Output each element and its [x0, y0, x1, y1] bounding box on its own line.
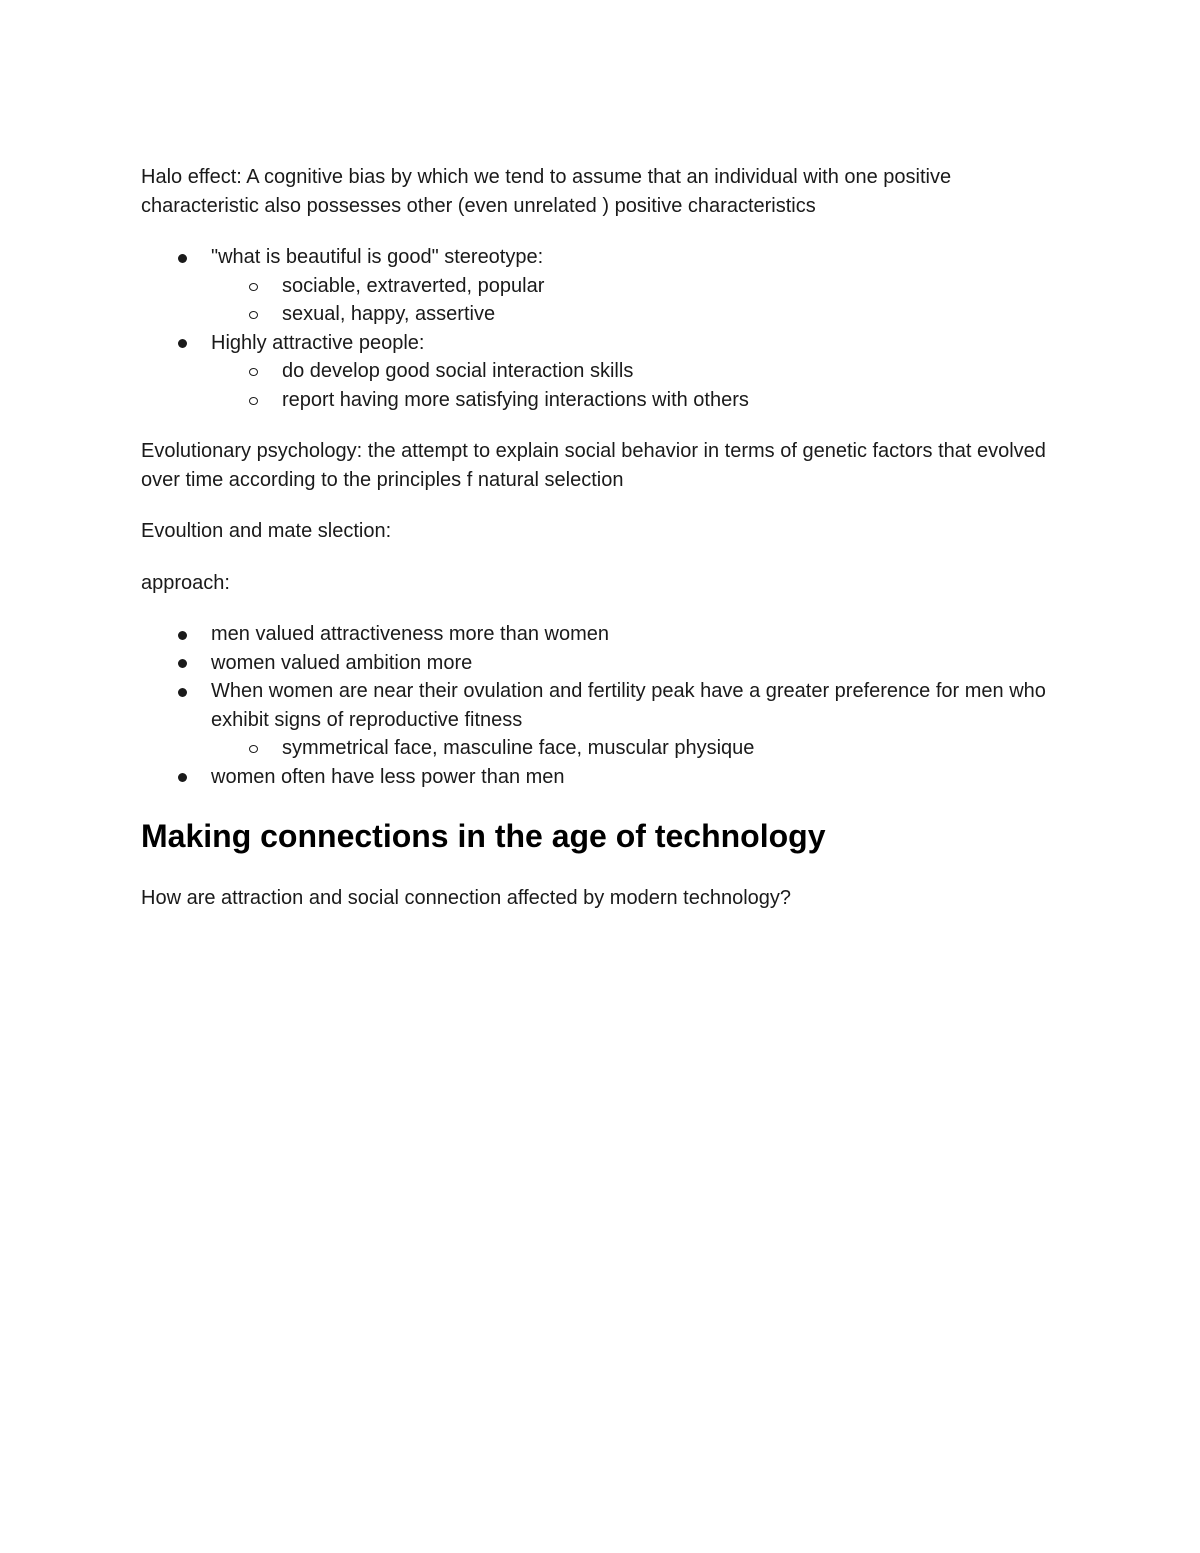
sub-list-item — [141, 386, 1061, 415]
sub-list-item — [141, 272, 1061, 301]
bullet-disc-icon — [178, 659, 187, 668]
sub-list-item-text: do develop good social interaction skills — [282, 360, 634, 382]
bullet-circle-icon — [249, 311, 258, 319]
bullet-disc-icon — [178, 254, 187, 263]
bullet-circle-icon — [249, 397, 258, 405]
evolutionary-psychology-paragraph: Evolutionary psychology: the attempt to explain social behavior in terms of genetic factors that evolved over time according to the principles f natural selection — [141, 440, 1046, 491]
bullet-circle-icon — [249, 745, 258, 753]
sub-list-item-text: sociable, extraverted, popular — [282, 274, 545, 297]
evolution-mate-selection-paragraph: Evoultion and mate slection: — [141, 520, 392, 542]
halo-effect-paragraph: Halo effect: A cognitive bias by which we tend to assume that an individual with one positive characteristic also possesses other (even unrelated ) positive characteristics — [141, 166, 952, 217]
document-page — [141, 163, 1061, 913]
list-item-text: "what is beautiful is good" stereotype: — [211, 246, 544, 268]
list-item — [141, 763, 1061, 792]
sub-list-item — [141, 357, 1061, 386]
list-item-text: women valued ambition more — [211, 651, 473, 674]
bullet-disc-icon — [178, 688, 187, 697]
bullet-disc-icon — [178, 631, 187, 640]
bullet-circle-icon — [249, 368, 258, 376]
bullet-disc-icon — [178, 773, 187, 782]
sub-list-item — [141, 300, 1061, 329]
list-item-text: men valued attractiveness more than women — [211, 623, 609, 645]
technology-question-paragraph: How are attraction and social connection affected by modern technology? — [141, 887, 792, 909]
bullet-disc-icon — [178, 339, 187, 348]
section-heading: Making connections in the age of technology — [141, 818, 826, 854]
approach-paragraph: approach: — [141, 571, 230, 594]
bullet-circle-icon — [249, 283, 258, 291]
sub-list-item — [141, 734, 1061, 763]
mate-preference-list — [141, 620, 1061, 791]
list-item-text: When women are near their ovulation and fertility peak have a greater preference for men who exhibit signs of reproductive fitness — [211, 680, 1046, 731]
sub-list-item-text: report having more satisfying interactions with others — [282, 388, 749, 411]
list-item-text: Highly attractive people: — [211, 331, 425, 354]
beauty-stereotype-list — [141, 243, 1061, 414]
list-item — [141, 243, 1061, 272]
list-item — [141, 620, 1061, 649]
sub-list-item-text: sexual, happy, assertive — [282, 303, 496, 325]
list-item-text: women often have less power than men — [211, 765, 565, 788]
list-item — [141, 329, 1061, 358]
list-item — [141, 677, 1061, 734]
list-item — [141, 649, 1061, 678]
sub-list-item-text: symmetrical face, masculine face, muscular physique — [282, 737, 755, 759]
